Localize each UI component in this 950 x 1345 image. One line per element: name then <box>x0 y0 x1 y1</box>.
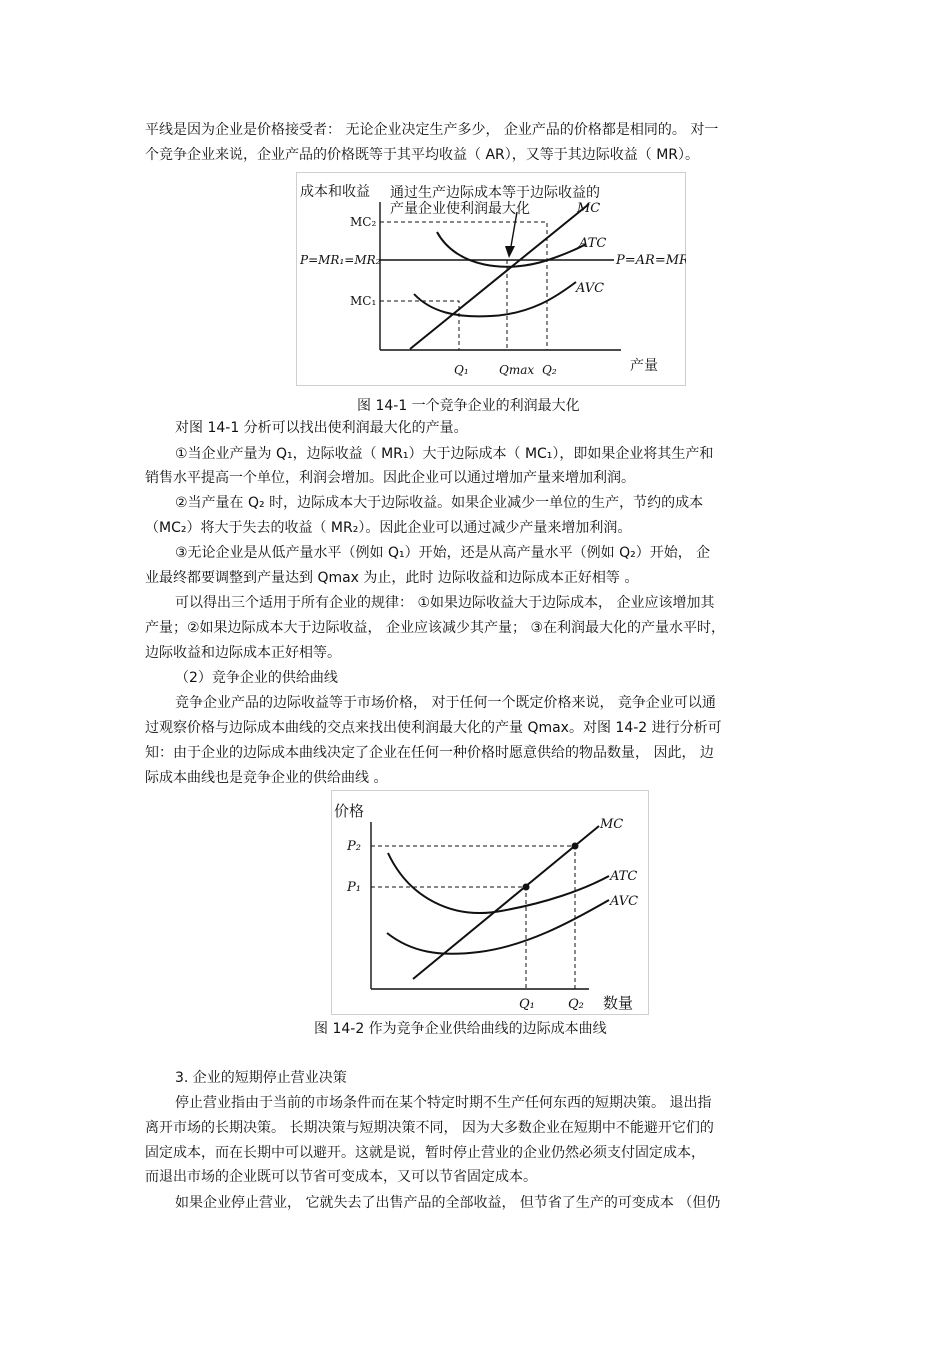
price-line-label: P=AR=MR <box>616 253 686 268</box>
text-line: 平线是因为企业是价格接受者： 无论企业决定生产多少， 企业产品的价格都是相同的。 对一 <box>145 122 719 138</box>
y-tick-p1: P₁ <box>347 880 361 895</box>
mc1-guide <box>380 301 459 350</box>
mc2-guide <box>380 222 547 350</box>
x-axis-label: 数量 <box>603 994 634 1012</box>
avc-label: AVC <box>576 281 605 296</box>
text-line: 业最终都要调整到产量达到 Qmax 为止，此时 边际收益和边际成本正好相等 。 <box>145 570 639 586</box>
x-tick-q1: Q₁ <box>519 997 535 1012</box>
mc-label: MC <box>600 817 624 832</box>
avc-curve <box>414 282 576 316</box>
x-tick-q2: Q₂ <box>568 997 584 1012</box>
y-axis-label: 成本和收益 <box>300 184 370 200</box>
mc-label: MC <box>577 201 601 216</box>
text-line: 知：由于企业的边际成本曲线决定了企业在任何一种价格时愿意供给的物品数量， 因此， 边 <box>145 745 714 761</box>
text-line: 竞争企业产品的边际收益等于市场价格， 对于任何一个既定价格来说， 竞争企业可以通 <box>175 695 716 711</box>
text-line: 产量；②如果边际成本大于边际收益， 企业应该减少其产量； ③在利润最大化的产量水平时， <box>145 620 725 636</box>
text-line: 而退出市场的企业既可以节省可变成本，又可以节省固定成本。 <box>145 1169 537 1185</box>
text-line: 个竞争企业来说，企业产品的价格既等于其平均收益（ AR），又等于其边际收益（ MR）。 <box>145 147 700 163</box>
atc-label: ATC <box>610 869 638 884</box>
atc-label: ATC <box>579 236 607 251</box>
y-tick-mc1: MC₁ <box>350 294 377 308</box>
figure-14-2 <box>331 790 649 1015</box>
y-tick-mc2: MC₂ <box>350 215 377 229</box>
x-tick-qmax: Qmax <box>499 363 535 377</box>
text-line: ②当产量在 Q₂ 时，边际成本大于边际收益。如果企业减少一单位的生产，节约的成本 <box>175 495 704 511</box>
x-tick-q1: Q₁ <box>454 363 469 377</box>
atc-curve <box>388 853 609 913</box>
y-tick-p2: P₂ <box>347 839 361 854</box>
avc-label: AVC <box>610 894 639 909</box>
text-line: （MC₂）将大于失去的收益（ MR₂）。因此企业可以通过减少产量来增加利润。 <box>145 520 632 536</box>
annotation-text: 通过生产边际成本等于边际收益的 <box>390 185 600 201</box>
section-heading: 3. 企业的短期停止营业决策 <box>175 1070 347 1086</box>
annotation-text: 产量企业使利润最大化 <box>390 201 530 217</box>
text-line: 可以得出三个适用于所有企业的规律： ①如果边际收益大于边际成本， 企业应该增加其 <box>175 595 715 611</box>
text-line: 过观察价格与边际成本曲线的交点来找出使利润最大化的产量 Qmax。对图 14-2 进行分析可 <box>145 720 722 736</box>
text-line: 如果企业停止营业， 它就失去了出售产品的全部收益， 但节省了生产的可变成本 （但仍 <box>175 1195 721 1211</box>
figure-caption: 图 14-1 一个竞争企业的利润最大化 <box>357 398 580 414</box>
text-line: 离开市场的长期决策。 长期决策与短期决策不同， 因为大多数企业在短期中不能避开它们的 <box>145 1120 714 1136</box>
section-heading: （2）竞争企业的供给曲线 <box>175 670 338 686</box>
p2-guide <box>371 846 575 989</box>
figure-caption: 图 14-2 作为竞争企业供给曲线的边际成本曲线 <box>314 1021 607 1037</box>
text-line: 际成本曲线也是竞争企业的供给曲线 。 <box>145 770 388 786</box>
mc-curve <box>410 204 589 349</box>
text-line: 销售水平提高一个单位，利润会增加。因此企业可以通过增加产量来增加利润。 <box>145 470 635 486</box>
text-line: 固定成本，而在长期中可以避开。这就是说，暂时停止营业的企业仍然必须支付固定成本， <box>145 1145 705 1161</box>
annotation-arrowhead <box>505 246 515 258</box>
text-line: ③无论企业是从低产量水平（例如 Q₁）开始，还是从高产量水平（例如 Q₂）开始， 企 <box>175 545 711 561</box>
figure-14-1 <box>296 172 686 386</box>
text-line: ①当企业产量为 Q₁，边际收益（ MR₁）大于边际成本（ MC₁），即如果企业将其生产和 <box>175 446 714 462</box>
text-line: 对图 14-1 分析可以找出使利润最大化的产量。 <box>175 420 468 436</box>
x-axis-label: 产量 <box>630 358 658 374</box>
y-tick-price: P=MR₁=MR₂ <box>300 253 381 267</box>
mc-curve <box>413 826 599 979</box>
supply-point-p2 <box>572 843 579 850</box>
y-axis-label: 价格 <box>334 802 365 820</box>
figure-14-2-chart <box>331 790 649 1015</box>
x-tick-q2: Q₂ <box>542 363 557 377</box>
supply-point-p1 <box>523 884 530 891</box>
text-line: 停止营业指由于当前的市场条件而在某个特定时期不生产任何东西的短期决策。 退出指 <box>175 1095 712 1111</box>
figure-14-1-chart <box>296 172 686 386</box>
text-line: 边际收益和边际成本正好相等。 <box>145 645 341 661</box>
